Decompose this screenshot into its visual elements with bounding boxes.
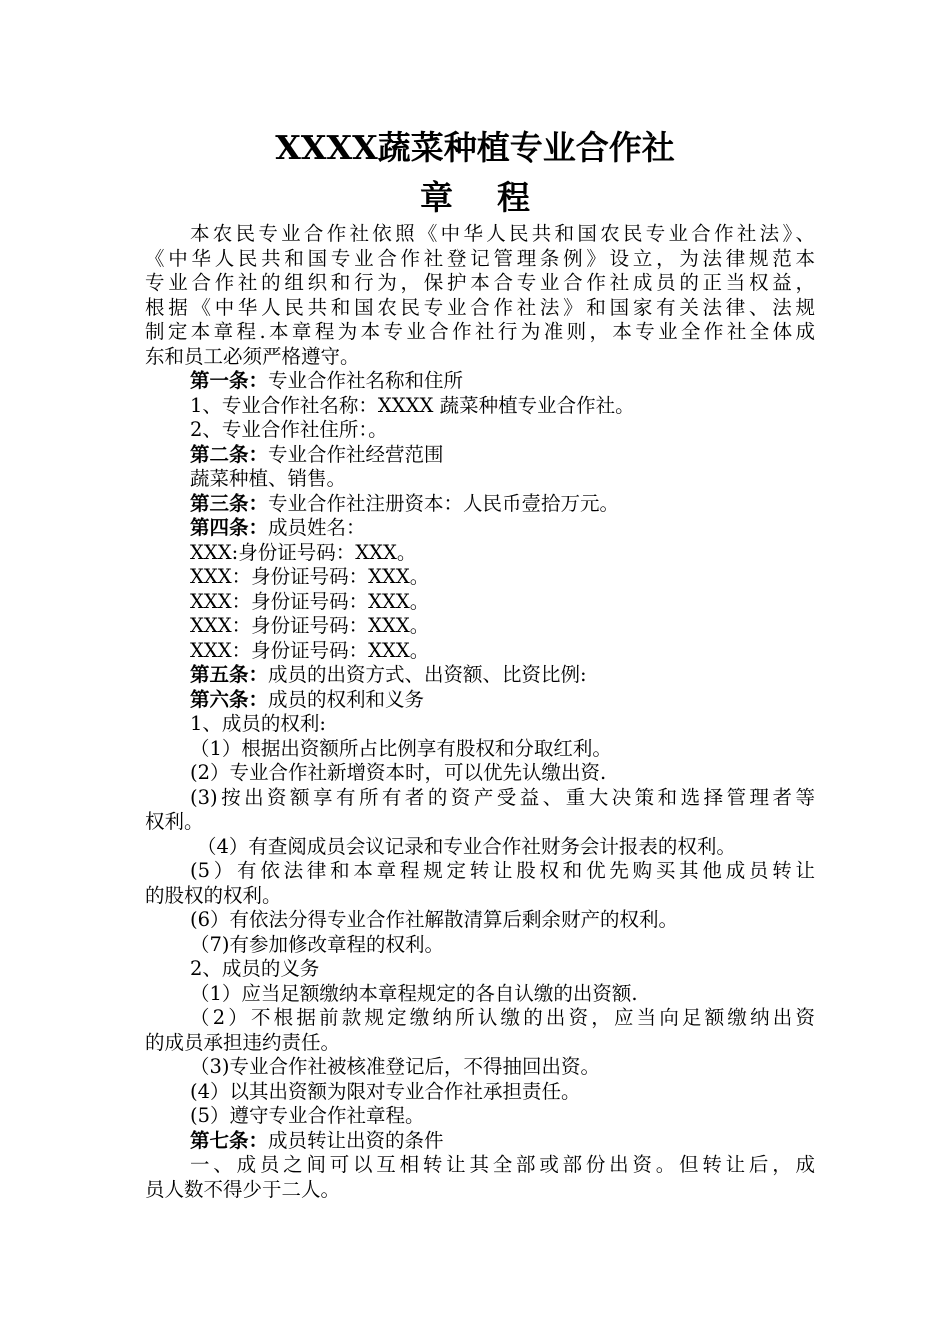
document-title: XXXX蔬菜种植专业合作社 (275, 128, 675, 167)
duty-item: （3)专业合作社被核准登记后，不得抽回出资。 (190, 1055, 601, 1078)
right-item-continued: 的股权的权利。 (145, 883, 282, 907)
document-subtitle: 章程 (420, 178, 574, 217)
duties-heading: 2、成员的义务 (190, 957, 320, 980)
duty-item: (4）以其出资额为限对专业合作社承担责任。 (190, 1079, 581, 1103)
article-2-heading (145, 443, 815, 468)
member-line: XXX：身份证号码：XXX。 (190, 638, 430, 662)
article-7-item-continued: 员人数不得少于二人。 (145, 1177, 341, 1201)
article-7-text: 成员转让出资的条件 (268, 1128, 444, 1152)
article-6-label: 第六条： (190, 687, 269, 711)
article-7-heading (145, 1129, 815, 1154)
document-body (145, 222, 815, 1202)
intro-line: 《中华人民共和国专业合作社登记管理条例》设立，为法律规范本 (145, 246, 815, 270)
member-line: XXX：身份证号码：XXX。 (190, 565, 430, 588)
article-1-heading (145, 369, 815, 394)
article-5-label: 第五条： (190, 663, 269, 686)
article-5-text: 成员的出资方式、出资额、比资比例: (268, 663, 587, 686)
right-item: （4）有查阅成员会议记录和专业合作社财务会计报表的权利。 (197, 834, 736, 858)
article-1-label: 第一条： (190, 369, 269, 392)
article-7-item: 一、成员之间可以互相转让其全部或部份出资。但转让后，成 (190, 1153, 815, 1176)
article-6-text: 成员的权利和义务 (268, 687, 425, 711)
article-4-text: 成员姓名： (268, 516, 366, 539)
right-item: (5）有依法律和本章程规定转让股权和优先购买其他成员转让 (190, 859, 815, 882)
article-2-label: 第二条： (190, 442, 269, 466)
member-line: XXX：身份证号码：XXX。 (190, 589, 430, 613)
intro-line: 东和员工必须严格遵守。 (145, 344, 360, 368)
article-5-heading (145, 663, 815, 688)
intro-line: 本农民专业合作社依照《中华人民共和国农民专业合作社法》、 (190, 222, 815, 245)
duty-item: (5）遵守专业合作社章程。 (190, 1104, 425, 1127)
right-item: (6）有依法分得专业合作社解散清算后剩余财产的权利。 (190, 908, 679, 931)
right-item: (3)按出资额享有所有者的资产受益、重大决策和选择管理者等 (190, 785, 815, 809)
article-7-label: 第七条： (190, 1128, 269, 1152)
duty-item: （2）不根据前款规定缴纳所认缴的出资，应当向足额缴纳出资 (190, 1006, 815, 1029)
article-1-item: 2、专业合作社住所：。 (190, 418, 388, 441)
right-item: （1）根据出资额所占比例享有股权和分取红利。 (190, 736, 612, 760)
intro-line: 根据《中华人民共和国农民专业合作社法》和国家有关法律、法规 (145, 295, 815, 319)
member-line: XXX：身份证号码：XXX。 (190, 614, 430, 637)
article-3-label: 第三条： (190, 491, 269, 515)
intro-line: 专业合作社的组织和行为，保护本合专业合作社成员的正当权益， (145, 271, 815, 294)
article-3-text: 专业合作社注册资本：人民币壹拾万元。 (268, 491, 620, 515)
article-1-text: 专业合作社名称和住所 (268, 369, 464, 392)
article-4-heading (145, 516, 815, 541)
article-1-item: 1、专业合作社名称：XXXX 蔬菜种植专业合作社。 (190, 393, 635, 417)
right-item: (2）专业合作社新增资本时，可以优先认缴出资. (190, 761, 607, 784)
intro-line: 制定本章程.本章程为本专业合作社行为准则，本专业全作社全体成 (145, 320, 815, 343)
member-line: XXX:身份证号码：XXX。 (190, 540, 417, 564)
article-2-text: 专业合作社经营范围 (268, 442, 444, 466)
duty-item-continued: 的成员承担违约责任。 (145, 1030, 341, 1054)
rights-heading: 1、成员的权利: (190, 712, 326, 735)
right-item: （7)有参加修改章程的权利。 (190, 932, 445, 956)
article-4-label: 第四条： (190, 516, 269, 539)
article-3-heading (145, 492, 815, 517)
duty-item: （1）应当足额缴纳本章程规定的各自认缴的出资额. (190, 981, 638, 1005)
right-item-continued: 权利。 (145, 810, 204, 833)
article-6-heading (145, 688, 815, 713)
article-2-item: 蔬菜种植、销售。 (190, 467, 347, 490)
